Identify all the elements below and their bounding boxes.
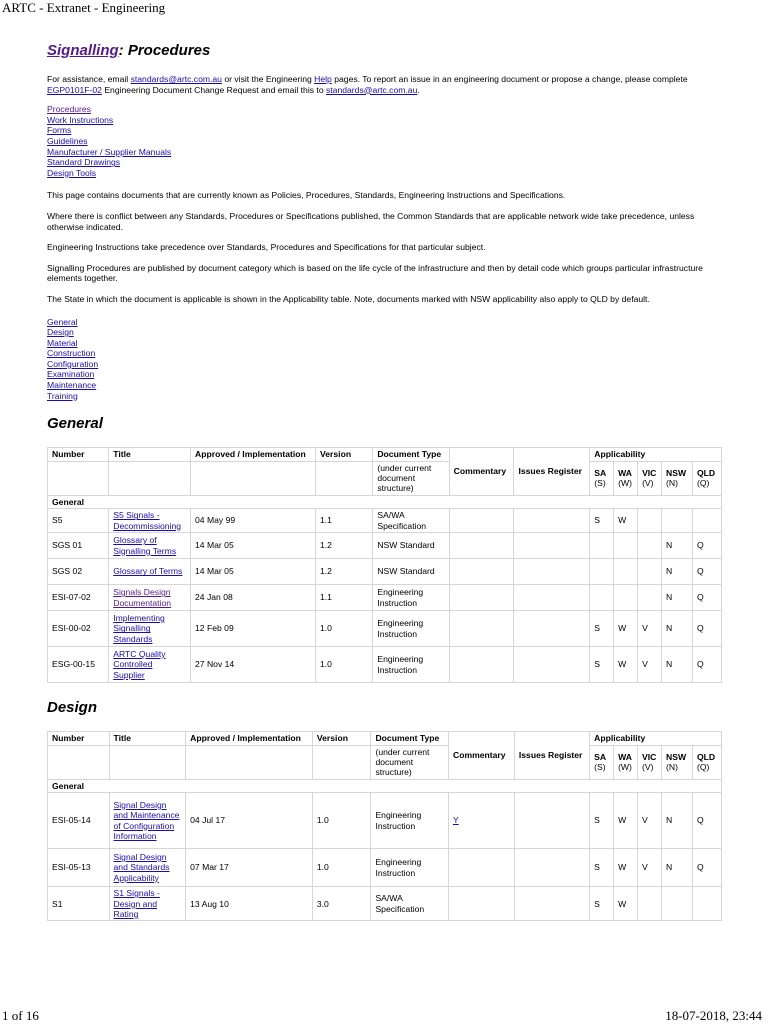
col-vic: VIC (V) bbox=[638, 745, 662, 779]
general-documents-table bbox=[47, 447, 722, 683]
doc-title-link[interactable]: Glossary of Signalling Terms bbox=[113, 535, 177, 556]
col-title: Title bbox=[109, 732, 186, 745]
col-approved: Approved / Implementation bbox=[191, 448, 316, 461]
table-row: ESI-00-02 Implementing Signalling Standards 12 Feb 09 1.0 Engineering Instruction S W V N Q bbox=[48, 611, 722, 647]
col-applicability: Applicability bbox=[590, 448, 722, 461]
section-heading-design: Design bbox=[47, 699, 98, 717]
link-design-tools[interactable]: Design Tools bbox=[47, 167, 97, 178]
doc-title-link[interactable]: S1 Signals - Design and Rating bbox=[113, 888, 160, 919]
doc-title-link[interactable]: S5 Signals - Decommissioning bbox=[113, 510, 182, 531]
col-number: Number bbox=[48, 732, 110, 745]
info-paragraph-4: Signalling Procedures are published by document category which is based on the life cycle of the infrastructure and then by detail code which groups particular infrastructure elements together. bbox=[47, 262, 703, 284]
print-timestamp: 18-07-2018, 23:44 bbox=[665, 1008, 762, 1023]
table-row: ESI-05-14 Signal Design and Maintenance of Configuration Information 04 Jul 17 1.0 Engineering Instruction Y S W V N Q bbox=[48, 793, 722, 849]
info-paragraph-2: Where there is conflict between any Standards, Procedures or Specifications published, the Common Standards that are applicable network wide take precedence, unless otherwise indicated. bbox=[47, 210, 695, 232]
col-sa: SA (S) bbox=[590, 461, 614, 495]
col-title: Title bbox=[109, 448, 191, 461]
doc-title-link[interactable]: Signal Design and Standards Applicability bbox=[113, 852, 170, 883]
col-vic: VIC (V) bbox=[638, 461, 662, 495]
col-issues-register: Issues Register bbox=[514, 448, 590, 496]
col-number: Number bbox=[48, 448, 109, 461]
link-construction[interactable]: Construction bbox=[47, 348, 96, 359]
group-row-general: General bbox=[48, 779, 722, 792]
help-link[interactable]: Help bbox=[314, 74, 332, 84]
table-subheader-row bbox=[48, 461, 722, 495]
doc-title-link[interactable]: Signals Design Documentation bbox=[113, 587, 172, 608]
link-examination[interactable]: Examination bbox=[47, 369, 95, 380]
doc-title-link[interactable]: Signal Design and Maintenance of Configuration Information bbox=[113, 799, 180, 842]
col-nsw: NSW (N) bbox=[662, 461, 693, 495]
col-qld: QLD (Q) bbox=[692, 745, 721, 779]
link-work-instructions[interactable]: Work Instructions bbox=[47, 114, 114, 125]
doc-type-subheader: (under current document structure) bbox=[373, 461, 449, 495]
link-forms[interactable]: Forms bbox=[47, 125, 72, 136]
link-guidelines[interactable]: Guidelines bbox=[47, 135, 88, 146]
info-paragraph-5: The State in which the document is applicable is shown in the Applicability table. Note, documents marked with NSW applicability also apply to QLD by default. bbox=[47, 293, 650, 304]
table-header-row bbox=[48, 448, 722, 461]
assistance-paragraph bbox=[47, 74, 719, 95]
col-qld: QLD (Q) bbox=[692, 461, 721, 495]
col-version: Version bbox=[316, 448, 373, 461]
page-title bbox=[47, 40, 727, 68]
table-row: ESI-05-13 Signal Design and Standards Applicability 07 Mar 17 1.0 Engineering Instruction S W V N Q bbox=[48, 849, 722, 887]
design-documents-table bbox=[47, 731, 722, 921]
table-subheader-row bbox=[48, 745, 722, 779]
table-row: S5 S5 Signals - Decommissioning 04 May 99 1.1 SA/WA Specification S W bbox=[48, 509, 722, 533]
link-general[interactable]: General bbox=[47, 316, 78, 327]
table-row: S1 S1 Signals - Design and Rating 13 Aug 10 3.0 SA/WA Specification S W bbox=[48, 887, 722, 921]
intro-text-2: or visit the Engineering bbox=[221, 74, 315, 84]
link-maintenance[interactable]: Maintenance bbox=[47, 380, 97, 391]
link-design[interactable]: Design bbox=[47, 327, 74, 338]
col-version: Version bbox=[312, 732, 371, 745]
page-content bbox=[47, 40, 727, 921]
link-procedures[interactable]: Procedures bbox=[47, 104, 91, 115]
table-row: ESI-07-02 Signals Design Documentation 24 Jan 08 1.1 Engineering Instruction N Q bbox=[48, 585, 722, 611]
info-paragraph-1: This page contains documents that are currently known as Policies, Procedures, Standards, Engineering Instructions and Specifications. bbox=[47, 190, 566, 201]
doc-type-subheader: (under current document structure) bbox=[371, 745, 449, 779]
table-row: SGS 02 Glossary of Terms 14 Mar 05 1.2 NSW Standard N Q bbox=[48, 559, 722, 585]
email-link-2[interactable]: standards@artc.com.au bbox=[326, 84, 418, 95]
link-configuration[interactable]: Configuration bbox=[47, 358, 99, 369]
link-manufacturer-manuals[interactable]: Manufacturer / Supplier Manuals bbox=[47, 146, 172, 157]
table-header-row bbox=[48, 732, 722, 745]
doc-title-link[interactable]: Glossary of Terms bbox=[113, 566, 183, 577]
document-type-links bbox=[47, 104, 727, 178]
signalling-title-link[interactable]: Signalling bbox=[47, 42, 119, 59]
col-document-type: Document Type bbox=[373, 448, 449, 461]
egp-form-link[interactable]: EGP0101F-02 bbox=[47, 84, 102, 95]
doc-title-link[interactable]: Implementing Signalling Standards bbox=[113, 612, 165, 644]
doc-title-link[interactable]: ARTC Quality Controlled Supplier bbox=[113, 648, 166, 680]
link-training[interactable]: Training bbox=[47, 390, 78, 401]
commentary-link[interactable]: Y bbox=[452, 815, 459, 826]
intro-text-5: . bbox=[417, 84, 420, 95]
page-title-suffix: : Procedures bbox=[118, 42, 211, 59]
page-number: 1 of 16 bbox=[2, 1008, 39, 1023]
print-header: ARTC - Extranet - Engineering bbox=[2, 0, 166, 15]
email-link-1[interactable]: standards@artc.com.au bbox=[130, 74, 222, 84]
link-standard-drawings[interactable]: Standard Drawings bbox=[47, 157, 121, 168]
table-row: ESG-00-15 ARTC Quality Controlled Supplier 27 Nov 14 1.0 Engineering Instruction S W V N Q bbox=[48, 647, 722, 683]
col-nsw: NSW (N) bbox=[662, 745, 693, 779]
link-material[interactable]: Material bbox=[47, 337, 78, 348]
col-approved: Approved / Implementation bbox=[186, 732, 313, 745]
col-issues-register: Issues Register bbox=[514, 732, 589, 780]
col-commentary: Commentary bbox=[449, 448, 514, 496]
intro-text-3: pages. To report an issue in an engineering document or propose a change, please complete bbox=[331, 74, 688, 84]
col-document-type: Document Type bbox=[371, 732, 449, 745]
info-paragraph-3: Engineering Instructions take precedence over Standards, Procedures and Specifications for that particular subject. bbox=[47, 242, 486, 253]
col-sa: SA (S) bbox=[590, 745, 614, 779]
section-heading-general: General bbox=[47, 415, 103, 433]
group-row-general: General bbox=[48, 495, 722, 508]
intro-text-1: For assistance, email bbox=[47, 74, 131, 84]
col-wa: WA (W) bbox=[614, 745, 638, 779]
col-applicability: Applicability bbox=[590, 732, 722, 745]
col-wa: WA (W) bbox=[614, 461, 638, 495]
intro-text-4: Engineering Document Change Request and email this to bbox=[101, 84, 326, 95]
table-row: SGS 01 Glossary of Signalling Terms 14 Mar 05 1.2 NSW Standard N Q bbox=[48, 533, 722, 559]
category-links bbox=[47, 317, 727, 402]
col-commentary: Commentary bbox=[448, 732, 514, 780]
